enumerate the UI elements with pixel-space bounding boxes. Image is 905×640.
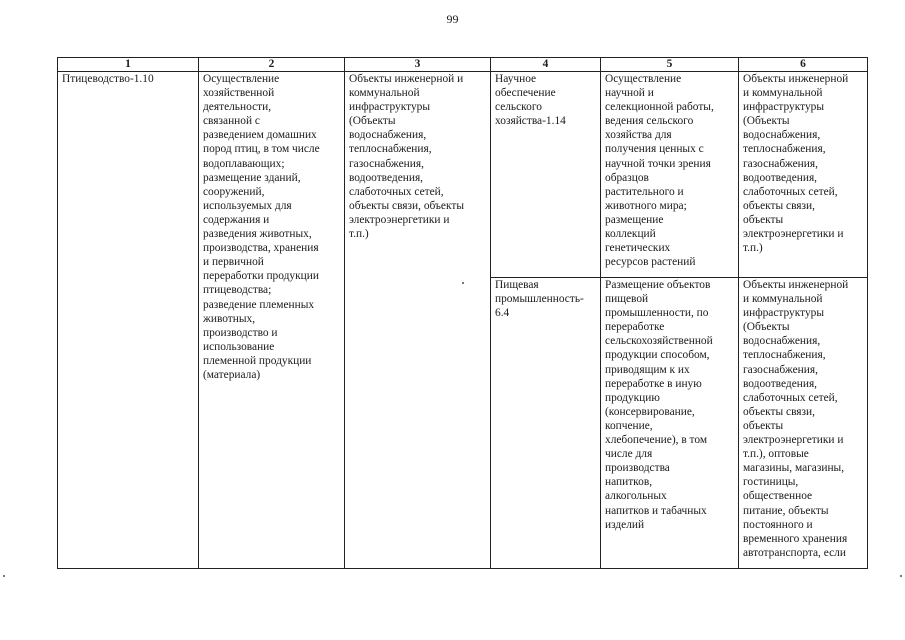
cell-conditional-objects xyxy=(739,278,868,569)
table-row xyxy=(58,72,868,278)
cell-conditional-description xyxy=(601,278,739,569)
scan-speck xyxy=(462,282,464,284)
cell-use-type xyxy=(58,72,199,569)
conditional-objects-text: Объекты инженерной и коммунальной инфраструктуры (Объекты водоснабжения, теплоснабжения, газоснабжения, водоотведения, слаботочных сетей, объекты связи, объекты электроэнергетики и т.п.), оптовые магазины, магазины, гостиницы, общественное питание, объекты постоянного и временного хранения автотранспорта, если xyxy=(743,279,849,559)
conditional-use-text: Научное обеспечение сельского хозяйства-1.14 xyxy=(495,73,566,128)
scan-speck xyxy=(3,575,5,577)
cell-conditional-description xyxy=(601,72,739,278)
column-header-3: 3 xyxy=(345,58,491,72)
zoning-table xyxy=(57,57,868,569)
conditional-objects-text: Объекты инженерной и коммунальной инфраструктуры (Объекты водоснабжения, теплоснабжения, газоснабжения, водоотведения, слаботочных сетей, объекты связи, объекты электроэнергетики и т.п.) xyxy=(743,73,849,255)
column-header-5: 5 xyxy=(601,58,739,72)
use-description-text: Осуществление хозяйственной деятельности, связанной с разведением домашних пород птиц, в том числе водоплавающих; размещение зданий, сооружений, используемых для содержания и разведения животных, производства, хранения и первичной переработки продукции птицеводства; разведение племенных животных, производство и использование племенной продукции (материала) xyxy=(203,73,320,381)
cell-conditional-objects xyxy=(739,72,868,278)
column-header-1: 1 xyxy=(58,58,199,72)
permitted-objects-text: Объекты инженерной и коммунальной инфраструктуры (Объекты водоснабжения, теплоснабжения, газоснабжения, водоотведения, слаботочных сетей, объекты связи, объекты электроэнергетики и т.п.) xyxy=(349,73,464,241)
conditional-use-text: Пищевая промышленность- 6.4 xyxy=(495,279,584,320)
conditional-description-text: Осуществление научной и селекционной работы, ведения сельского хозяйства для получения ценных с научной точки зрения образцов растительного и животного мира; размещение коллекций генетических ресурсов растений xyxy=(605,73,714,269)
column-header-6: 6 xyxy=(739,58,868,72)
cell-permitted-objects xyxy=(345,72,491,569)
table-header-row xyxy=(58,58,868,72)
use-type-text: Птицеводство-1.10 xyxy=(62,73,154,85)
cell-conditional-use xyxy=(491,278,601,569)
conditional-description-text: Размещение объектов пищевой промышленности, по переработке сельскохозяйственной продукции способом, приводящим к их переработке в иную продукцию (консервирование, копчение, хлебопечение), в том числе для производства напитков, алкогольных напитков и табачных изделий xyxy=(605,279,713,531)
cell-conditional-use xyxy=(491,72,601,278)
scan-speck xyxy=(900,575,902,577)
page-number: 99 xyxy=(446,12,459,26)
column-header-4: 4 xyxy=(491,58,601,72)
column-header-2: 2 xyxy=(199,58,345,72)
cell-use-description xyxy=(199,72,345,569)
